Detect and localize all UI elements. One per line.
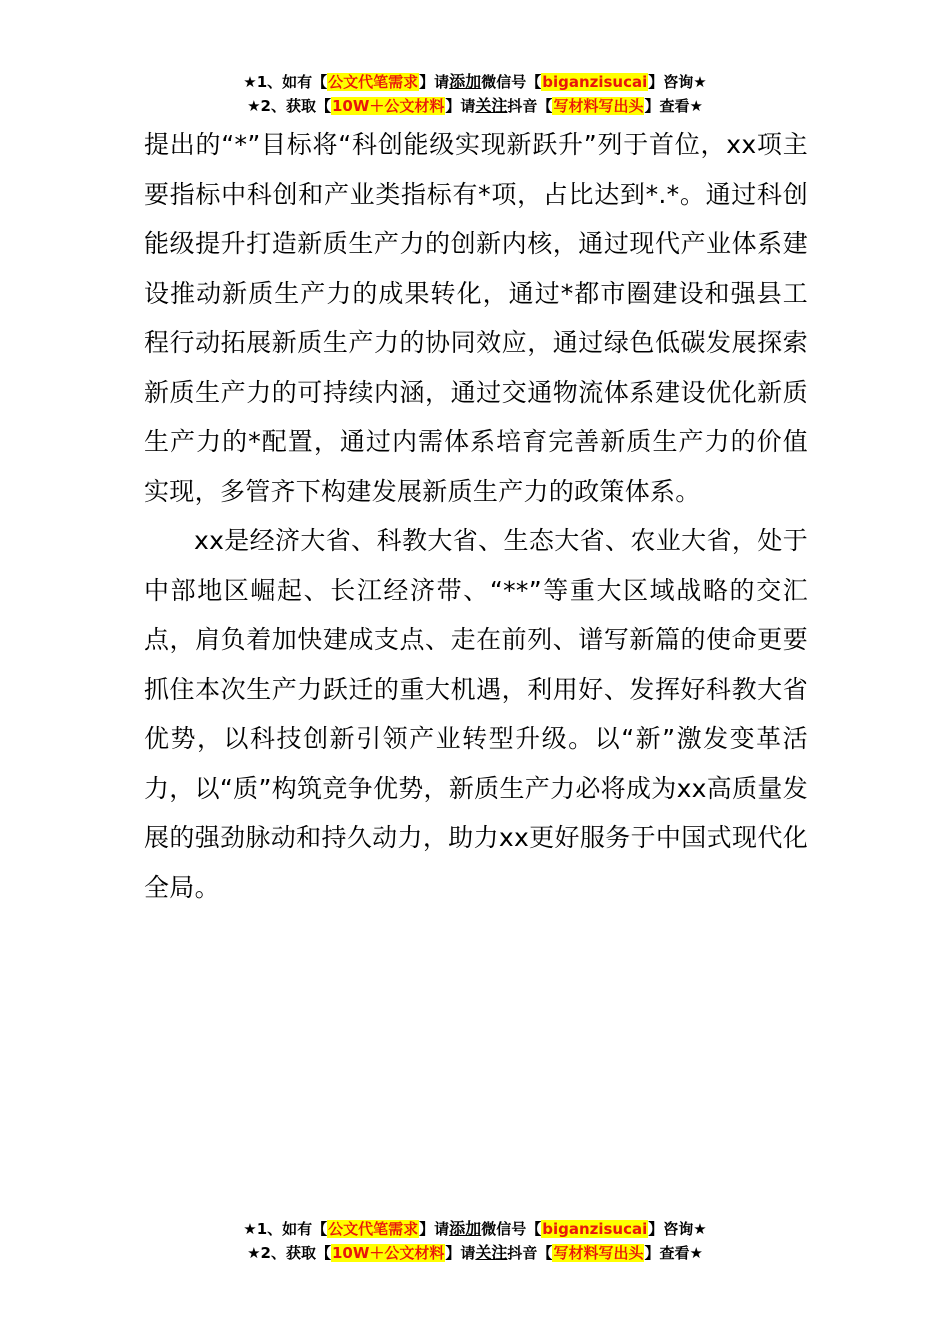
- follow-emphasis: 关注: [475, 1243, 508, 1262]
- star-icon: ★: [247, 1244, 261, 1262]
- footer-banner: [0, 1217, 950, 1265]
- footer-line-2: [0, 1241, 950, 1265]
- document-body: [144, 120, 808, 912]
- star-icon: ★: [247, 97, 261, 115]
- star-icon: ★: [243, 1220, 257, 1238]
- ghostwriting-service-highlight: 公文代笔需求: [328, 73, 419, 91]
- star-icon: ★: [693, 73, 707, 91]
- footer-line-1-text-a: 1、如有【: [256, 1220, 328, 1238]
- add-emphasis: 添加: [449, 72, 482, 91]
- footer-line-2-text-a: 2、获取【: [260, 1244, 331, 1262]
- header-line-2-text-c: 抖音【: [507, 97, 553, 115]
- materials-highlight: 10W＋公文材料: [331, 97, 445, 115]
- header-line-1-text-b: 】请: [419, 73, 450, 91]
- footer-line-1-text-c: 微信号【: [481, 1220, 542, 1238]
- ghostwriting-service-highlight: 公文代笔需求: [328, 1220, 419, 1238]
- body-paragraph-2: xx是经济大省、科教大省、生态大省、农业大省，处于中部地区崛起、长江经济带、“**”等重大区域战略的交汇点，肩负着加快建成支点、走在前列、谱写新篇的使命更要抓住本次生产力跃迁的重大机遇，利用好、发挥好科教大省优势，以科技创新引领产业转型升级。以“新”激发变革活力，以“质”构筑竞争优势，新质生产力必将成为xx高质量发展的强劲脉动和持久动力，助力xx更好服务于中国式现代化全局。: [144, 526, 808, 902]
- footer-line-2-text-d: 】查看: [644, 1244, 690, 1262]
- footer-line-1-text-d: 】咨询: [648, 1220, 694, 1238]
- header-banner: [0, 70, 950, 118]
- header-line-1: [0, 70, 950, 94]
- header-line-2-text-b: 】请: [445, 97, 476, 115]
- douyin-account-highlight: 写材料写出头: [553, 1244, 644, 1262]
- header-line-2-text-a: 2、获取【: [260, 97, 331, 115]
- footer-line-2-text-b: 】请: [445, 1244, 476, 1262]
- star-icon: ★: [689, 1244, 703, 1262]
- star-icon: ★: [693, 1220, 707, 1238]
- header-line-2-text-d: 】查看: [644, 97, 690, 115]
- star-icon: ★: [243, 73, 257, 91]
- materials-highlight: 10W＋公文材料: [331, 1244, 445, 1262]
- footer-line-1: [0, 1217, 950, 1241]
- wechat-id-highlight: biganzisucai: [542, 1220, 648, 1238]
- douyin-account-highlight: 写材料写出头: [553, 97, 644, 115]
- header-line-1-text-a: 1、如有【: [256, 73, 328, 91]
- star-icon: ★: [689, 97, 703, 115]
- add-emphasis: 添加: [449, 1219, 482, 1238]
- footer-line-2-text-c: 抖音【: [507, 1244, 553, 1262]
- header-line-2: [0, 94, 950, 118]
- body-paragraph-1: 提出的“*”目标将“科创能级实现新跃升”列于首位，xx项主要指标中科创和产业类指标有*项，占比达到*.*。通过科创能级提升打造新质生产力的创新内核，通过现代产业体系建设推动新质生产力的成果转化，通过*都市圈建设和强县工程行动拓展新质生产力的协同效应，通过绿色低碳发展探索新质生产力的可持续内涵，通过交通物流体系建设优化新质生产力的*配置，通过内需体系培育完善新质生产力的价值实现，多管齐下构建发展新质生产力的政策体系。: [144, 130, 808, 506]
- follow-emphasis: 关注: [475, 96, 508, 115]
- wechat-id-highlight: biganzisucai: [542, 73, 648, 91]
- header-line-1-text-d: 】咨询: [648, 73, 694, 91]
- footer-line-1-text-b: 】请: [419, 1220, 450, 1238]
- header-line-1-text-c: 微信号【: [481, 73, 542, 91]
